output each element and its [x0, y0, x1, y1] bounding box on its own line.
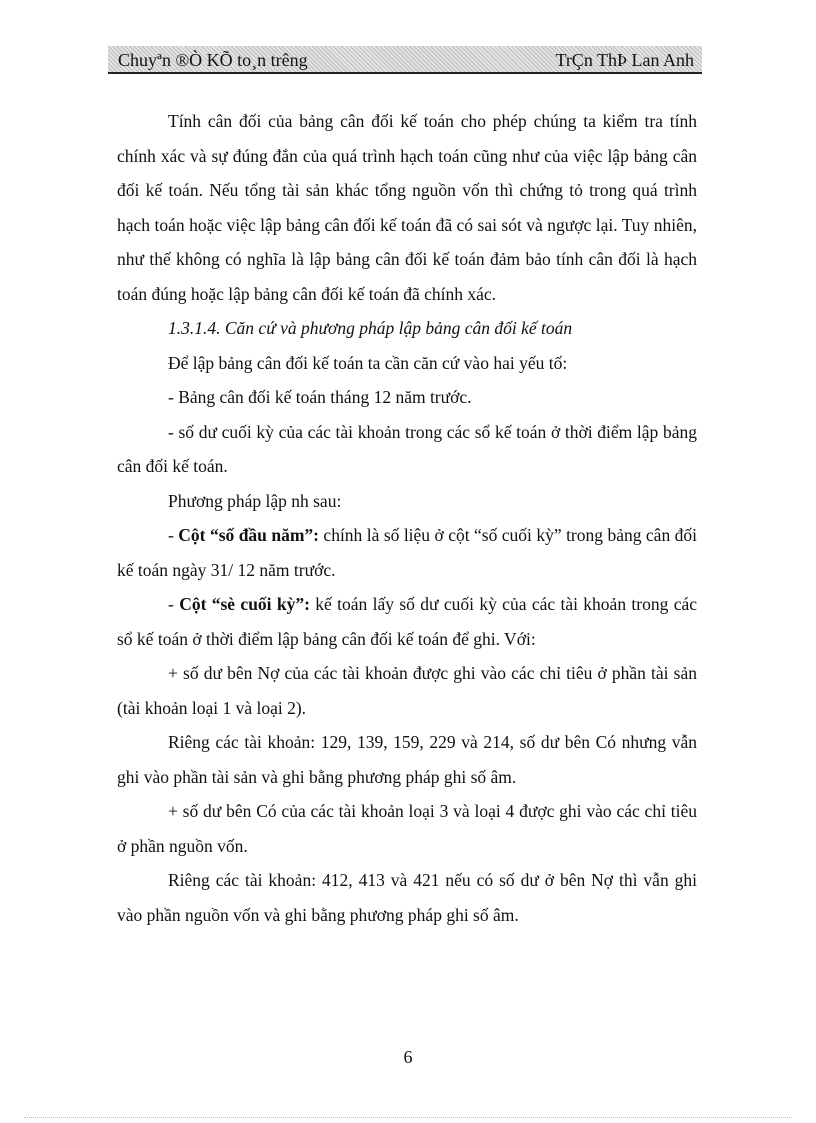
paragraph-opening-column: [117, 518, 697, 587]
section-heading: 1.3.1.4. Căn cứ và phương pháp lập bảng cân đối kế toán: [168, 318, 573, 338]
paragraph-closing-column: [117, 587, 697, 656]
opening-column-text: chính là số liệu ở cột “số cuối kỳ” trong bảng cân đối kế toán ngày 31/ 12 năm trước.: [117, 525, 697, 580]
paragraph-debit-balance: + số dư bên Nợ của các tài khoản được ghi vào các chỉ tiêu ở phần tài sản (tài khoản loại 1 và loại 2).: [117, 663, 697, 718]
closing-column-dash: -: [168, 594, 180, 614]
paragraph-asset-exceptions: Riêng các tài khoản: 129, 139, 159, 229 và 214, số dư bên Có nhưng vẫn ghi vào phần tài sản và ghi bằng phương pháp ghi số âm.: [117, 732, 697, 787]
paragraph-basis-item-1: - Bảng cân đối kế toán tháng 12 năm trước.: [168, 387, 472, 407]
paragraph-balance-check: Tính cân đối của bảng cân đối kế toán cho phép chúng ta kiểm tra tính chính xác và sự đúng đắn của quá trình hạch toán cũng như của việc lập bảng cân đối kế toán. Nếu tổng tài sản khác tổng nguồn vốn thì chứng tỏ trong quá trình hạch toán hoặc việc lập bảng cân đối kế toán đã có sai sót và ngược lại. Tuy nhiên, như thế không có nghĩa là lập bảng cân đối kế toán đảm bảo tính cân đối là hạch toán đúng hoặc lập bảng cân đối kế toán đã chính xác.: [117, 111, 697, 304]
paragraph-basis-item-2: - số dư cuối kỳ của các tài khoản trong các sổ kế toán ở thời điểm lập bảng cân đối kế toán.: [117, 421, 697, 476]
header-title: Chuyªn ®Ò KÕ to¸n trêng: [118, 50, 308, 70]
closing-column-label: Cột “sè cuối kỳ”:: [179, 594, 310, 614]
closing-column-text: kế toán lấy số dư cuối kỳ của các tài khoản trong các sổ kế toán ở thời điểm lập bảng cân đối kế toán để ghi. Với:: [117, 594, 698, 649]
page-number: 6: [403, 1047, 413, 1067]
document-body: [117, 104, 697, 932]
paragraph-equity-exceptions: Riêng các tài khoản: 412, 413 và 421 nếu có số dư ở bên Nợ thì vẫn ghi vào phần nguồn vốn và ghi bằng phương pháp ghi số âm.: [117, 870, 697, 925]
page-bottom-divider: [24, 1117, 792, 1118]
paragraph-method-intro: Phương pháp lập nh sau:: [168, 490, 342, 511]
opening-column-dash: -: [168, 525, 179, 545]
header-author: TrÇn ThÞ Lan Anh: [555, 50, 694, 70]
page-header: [108, 46, 702, 74]
opening-column-label: Cột “số đầu năm”:: [178, 525, 319, 545]
paragraph-basis-intro: Để lập bảng cân đối kế toán ta cần căn cứ vào hai yếu tố:: [168, 352, 568, 373]
paragraph-credit-balance: + số dư bên Có của các tài khoản loại 3 và loại 4 được ghi vào các chỉ tiêu ở phần nguồn vốn.: [117, 801, 697, 856]
